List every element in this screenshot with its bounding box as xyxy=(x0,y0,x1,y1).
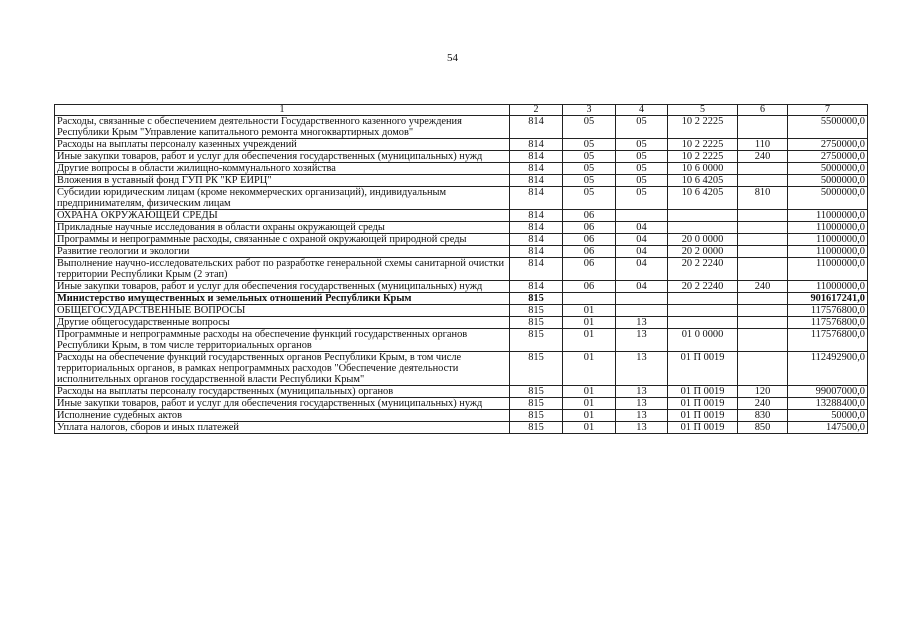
row-ved-cell: 814 xyxy=(510,116,563,139)
row-vr-cell xyxy=(738,352,788,386)
row-sum-cell: 11000000,0 xyxy=(788,281,868,293)
row-name-cell: ОХРАНА ОКРУЖАЮЩЕЙ СРЕДЫ xyxy=(55,210,510,222)
row-sum-cell: 147500,0 xyxy=(788,422,868,434)
row-vr-cell xyxy=(738,246,788,258)
row-ved-cell: 814 xyxy=(510,175,563,187)
table-row xyxy=(55,352,868,386)
row-name-cell: Программные и непрограммные расходы на обеспечение функций государственных органов Республики Крым, в том числе территориальных органов xyxy=(55,329,510,352)
row-name-cell: Министерство имущественных и земельных отношений Республики Крым xyxy=(55,293,510,305)
row-ved-cell: 815 xyxy=(510,329,563,352)
row-sum-cell: 99007000,0 xyxy=(788,386,868,398)
table-row xyxy=(55,398,868,410)
budget-table xyxy=(54,104,868,434)
row-sum-cell: 5500000,0 xyxy=(788,116,868,139)
table-header-row xyxy=(55,105,868,116)
row-pr-cell: 04 xyxy=(616,246,668,258)
row-pr-cell xyxy=(616,305,668,317)
row-csr-cell: 20 2 0000 xyxy=(668,246,738,258)
row-sum-cell: 13288400,0 xyxy=(788,398,868,410)
row-vr-cell: 120 xyxy=(738,386,788,398)
table-row xyxy=(55,281,868,293)
table-row xyxy=(55,258,868,281)
row-vr-cell: 240 xyxy=(738,398,788,410)
row-csr-cell xyxy=(668,305,738,317)
row-ved-cell: 815 xyxy=(510,352,563,386)
header-cell-rz: 3 xyxy=(563,105,616,116)
row-sum-cell: 11000000,0 xyxy=(788,234,868,246)
row-rz-cell: 06 xyxy=(563,210,616,222)
row-ved-cell: 814 xyxy=(510,258,563,281)
row-pr-cell: 13 xyxy=(616,410,668,422)
row-sum-cell: 11000000,0 xyxy=(788,210,868,222)
row-rz-cell: 05 xyxy=(563,163,616,175)
row-name-cell: Программы и непрограммные расходы, связанные с охраной окружающей природной среды xyxy=(55,234,510,246)
row-ved-cell: 815 xyxy=(510,317,563,329)
row-name-cell: Субсидии юридическим лицам (кроме некоммерческих организаций), индивидуальным предпринимателям, физическим лицам xyxy=(55,187,510,210)
table-row xyxy=(55,163,868,175)
row-name-cell: Расходы, связанные с обеспечением деятельности Государственного казенного учреждения Республики Крым "Управление капитального ремонта многоквартирных домов" xyxy=(55,116,510,139)
row-csr-cell: 01 П 0019 xyxy=(668,422,738,434)
row-pr-cell: 05 xyxy=(616,187,668,210)
row-csr-cell: 10 2 2225 xyxy=(668,139,738,151)
header-cell-csr: 5 xyxy=(668,105,738,116)
row-pr-cell: 13 xyxy=(616,386,668,398)
header-cell-sum: 7 xyxy=(788,105,868,116)
row-sum-cell: 5000000,0 xyxy=(788,187,868,210)
table-row xyxy=(55,175,868,187)
row-rz-cell: 05 xyxy=(563,187,616,210)
row-name-cell: ОБЩЕГОСУДАРСТВЕННЫЕ ВОПРОСЫ xyxy=(55,305,510,317)
row-pr-cell: 05 xyxy=(616,139,668,151)
row-ved-cell: 814 xyxy=(510,187,563,210)
row-name-cell: Иные закупки товаров, работ и услуг для обеспечения государственных (муниципальных) нужд xyxy=(55,151,510,163)
row-rz-cell: 01 xyxy=(563,386,616,398)
row-csr-cell: 01 П 0019 xyxy=(668,410,738,422)
table-row xyxy=(55,116,868,139)
row-csr-cell: 10 2 2225 xyxy=(668,151,738,163)
row-vr-cell xyxy=(738,175,788,187)
table-row xyxy=(55,234,868,246)
row-name-cell: Другие вопросы в области жилищно-коммунального хозяйства xyxy=(55,163,510,175)
row-rz-cell: 05 xyxy=(563,116,616,139)
row-rz-cell: 05 xyxy=(563,175,616,187)
row-pr-cell: 04 xyxy=(616,222,668,234)
row-ved-cell: 814 xyxy=(510,163,563,175)
table-row xyxy=(55,329,868,352)
row-sum-cell: 11000000,0 xyxy=(788,258,868,281)
row-sum-cell: 112492900,0 xyxy=(788,352,868,386)
row-vr-cell: 850 xyxy=(738,422,788,434)
row-name-cell: Прикладные научные исследования в области охраны окружающей среды xyxy=(55,222,510,234)
row-ved-cell: 815 xyxy=(510,410,563,422)
header-cell-vr: 6 xyxy=(738,105,788,116)
row-vr-cell xyxy=(738,210,788,222)
row-pr-cell: 04 xyxy=(616,281,668,293)
row-rz-cell: 05 xyxy=(563,139,616,151)
budget-table-body xyxy=(55,105,868,434)
row-ved-cell: 814 xyxy=(510,246,563,258)
table-row xyxy=(55,210,868,222)
row-csr-cell: 10 6 0000 xyxy=(668,163,738,175)
row-rz-cell: 01 xyxy=(563,410,616,422)
row-csr-cell: 20 0 0000 xyxy=(668,234,738,246)
row-ved-cell: 814 xyxy=(510,210,563,222)
row-name-cell: Вложения в уставный фонд ГУП РК "КР ЕИРЦ" xyxy=(55,175,510,187)
row-sum-cell: 117576800,0 xyxy=(788,305,868,317)
page-number: 54 xyxy=(447,52,458,64)
row-pr-cell: 05 xyxy=(616,151,668,163)
table-row xyxy=(55,386,868,398)
row-vr-cell xyxy=(738,222,788,234)
row-csr-cell: 01 0 0000 xyxy=(668,329,738,352)
row-vr-cell xyxy=(738,293,788,305)
row-sum-cell: 117576800,0 xyxy=(788,317,868,329)
row-vr-cell xyxy=(738,317,788,329)
row-csr-cell xyxy=(668,293,738,305)
row-vr-cell xyxy=(738,305,788,317)
row-pr-cell xyxy=(616,210,668,222)
row-rz-cell xyxy=(563,293,616,305)
row-pr-cell: 13 xyxy=(616,422,668,434)
row-name-cell: Иные закупки товаров, работ и услуг для обеспечения государственных (муниципальных) нужд xyxy=(55,398,510,410)
row-csr-cell: 10 2 2225 xyxy=(668,116,738,139)
table-row xyxy=(55,422,868,434)
row-name-cell: Иные закупки товаров, работ и услуг для обеспечения государственных (муниципальных) нужд xyxy=(55,281,510,293)
row-sum-cell: 11000000,0 xyxy=(788,246,868,258)
row-ved-cell: 815 xyxy=(510,422,563,434)
row-csr-cell xyxy=(668,222,738,234)
row-pr-cell: 05 xyxy=(616,116,668,139)
table-row xyxy=(55,246,868,258)
row-sum-cell: 2750000,0 xyxy=(788,151,868,163)
row-name-cell: Расходы на выплаты персоналу государственных (муниципальных) органов xyxy=(55,386,510,398)
row-rz-cell: 05 xyxy=(563,151,616,163)
row-name-cell: Расходы на обеспечение функций государственных органов Республики Крым, в том числе территориальных органов, в рамках непрограммных расходов "Обеспечение деятельности исполнительных органов государственной власти Республики Крым" xyxy=(55,352,510,386)
row-sum-cell: 117576800,0 xyxy=(788,329,868,352)
row-name-cell: Уплата налогов, сборов и иных платежей xyxy=(55,422,510,434)
row-vr-cell xyxy=(738,163,788,175)
row-name-cell: Развитие геологии и экологии xyxy=(55,246,510,258)
row-vr-cell: 830 xyxy=(738,410,788,422)
row-rz-cell: 01 xyxy=(563,305,616,317)
row-vr-cell xyxy=(738,116,788,139)
header-cell-name: 1 xyxy=(55,105,510,116)
row-rz-cell: 01 xyxy=(563,352,616,386)
row-csr-cell: 01 П 0019 xyxy=(668,352,738,386)
row-pr-cell: 13 xyxy=(616,398,668,410)
row-rz-cell: 06 xyxy=(563,234,616,246)
table-row xyxy=(55,410,868,422)
row-sum-cell: 2750000,0 xyxy=(788,139,868,151)
row-rz-cell: 01 xyxy=(563,398,616,410)
row-vr-cell xyxy=(738,234,788,246)
row-vr-cell: 110 xyxy=(738,139,788,151)
row-pr-cell: 04 xyxy=(616,258,668,281)
row-vr-cell: 240 xyxy=(738,281,788,293)
table-row xyxy=(55,305,868,317)
row-name-cell: Исполнение судебных актов xyxy=(55,410,510,422)
row-rz-cell: 01 xyxy=(563,422,616,434)
row-ved-cell: 814 xyxy=(510,222,563,234)
row-ved-cell: 815 xyxy=(510,398,563,410)
row-sum-cell: 5000000,0 xyxy=(788,163,868,175)
table-row xyxy=(55,222,868,234)
row-rz-cell: 06 xyxy=(563,258,616,281)
row-ved-cell: 814 xyxy=(510,139,563,151)
row-pr-cell: 05 xyxy=(616,175,668,187)
row-pr-cell: 04 xyxy=(616,234,668,246)
row-rz-cell: 06 xyxy=(563,281,616,293)
row-ved-cell: 815 xyxy=(510,305,563,317)
row-vr-cell: 810 xyxy=(738,187,788,210)
row-ved-cell: 815 xyxy=(510,293,563,305)
table-row xyxy=(55,293,868,305)
row-csr-cell xyxy=(668,317,738,329)
row-ved-cell: 815 xyxy=(510,386,563,398)
table-row xyxy=(55,139,868,151)
row-vr-cell: 240 xyxy=(738,151,788,163)
row-ved-cell: 814 xyxy=(510,151,563,163)
row-sum-cell: 901617241,0 xyxy=(788,293,868,305)
row-rz-cell: 01 xyxy=(563,317,616,329)
table-row xyxy=(55,187,868,210)
row-csr-cell: 10 6 4205 xyxy=(668,187,738,210)
row-vr-cell xyxy=(738,258,788,281)
row-csr-cell: 01 П 0019 xyxy=(668,386,738,398)
row-vr-cell xyxy=(738,329,788,352)
row-csr-cell: 01 П 0019 xyxy=(668,398,738,410)
row-csr-cell xyxy=(668,210,738,222)
row-csr-cell: 10 6 4205 xyxy=(668,175,738,187)
header-cell-ved: 2 xyxy=(510,105,563,116)
header-cell-pr: 4 xyxy=(616,105,668,116)
table-row xyxy=(55,317,868,329)
row-pr-cell: 05 xyxy=(616,163,668,175)
row-rz-cell: 06 xyxy=(563,222,616,234)
row-name-cell: Другие общегосударственные вопросы xyxy=(55,317,510,329)
row-sum-cell: 50000,0 xyxy=(788,410,868,422)
row-sum-cell: 11000000,0 xyxy=(788,222,868,234)
row-name-cell: Выполнение научно-исследовательских работ по разработке генеральной схемы санитарной очистки территории Республики Крым (2 этап) xyxy=(55,258,510,281)
row-name-cell: Расходы на выплаты персоналу казенных учреждений xyxy=(55,139,510,151)
row-csr-cell: 20 2 2240 xyxy=(668,281,738,293)
row-ved-cell: 814 xyxy=(510,281,563,293)
row-ved-cell: 814 xyxy=(510,234,563,246)
row-pr-cell: 13 xyxy=(616,329,668,352)
row-pr-cell: 13 xyxy=(616,317,668,329)
row-pr-cell: 13 xyxy=(616,352,668,386)
row-pr-cell xyxy=(616,293,668,305)
table-row xyxy=(55,151,868,163)
row-csr-cell: 20 2 2240 xyxy=(668,258,738,281)
row-rz-cell: 06 xyxy=(563,246,616,258)
row-sum-cell: 5000000,0 xyxy=(788,175,868,187)
row-rz-cell: 01 xyxy=(563,329,616,352)
